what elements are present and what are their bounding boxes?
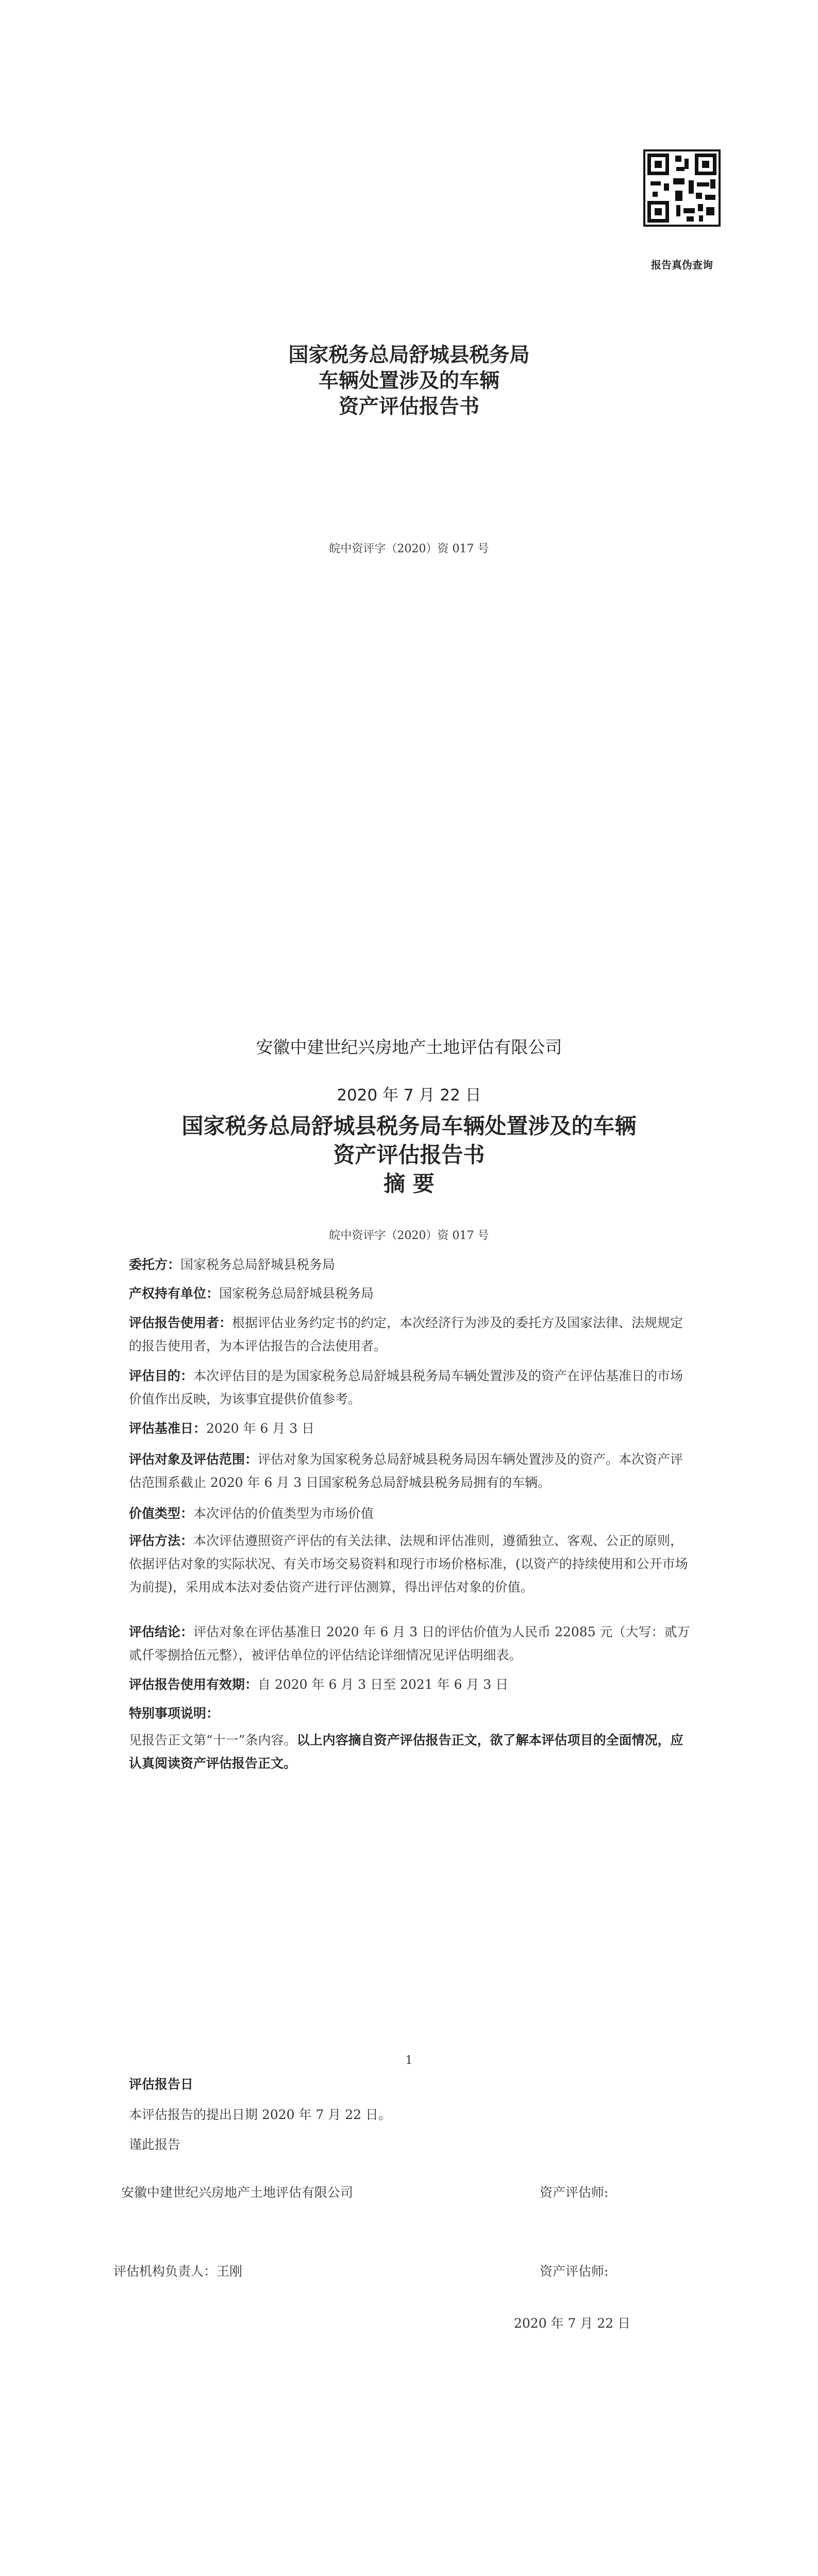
signature-company: 安徽中建世纪兴房地产土地评估有限公司 xyxy=(121,2185,354,2200)
special-note-text: 见报告正文第“十一”条内容。 xyxy=(129,1733,297,1748)
para-purpose xyxy=(129,1364,691,1411)
signature-appraiser-1: 资产评估师: xyxy=(540,2185,609,2200)
para-label: 委托方： xyxy=(129,1257,181,1272)
signature-head: 评估机构负责人：王刚 xyxy=(113,2264,243,2279)
para-property-owner xyxy=(129,1282,691,1305)
qr-finder-icon xyxy=(647,201,669,223)
para-special-note xyxy=(129,1728,691,1775)
cover-title-line: 资产评估报告书 xyxy=(338,395,479,418)
report-date-heading xyxy=(129,2073,691,2096)
para-label: 评估报告使用有效期： xyxy=(129,1677,258,1692)
para-label: 评估对象及评估范围： xyxy=(129,1452,258,1467)
para-label: 评估基准日： xyxy=(129,1421,207,1436)
para-text: 根据评估业务约定书的约定，本次经济行为涉及的委托方及国家法律、法规规定的报告使用者，为本评估报告的合法使用者。 xyxy=(129,1315,683,1353)
cover-doc-number: 皖中资评字（2020）资 017 号 xyxy=(329,543,489,555)
para-label: 评估目的： xyxy=(129,1368,194,1383)
qr-finder-icon xyxy=(695,154,716,175)
para-label: 特别事项说明： xyxy=(129,1706,220,1721)
para-label: 产权持有单位： xyxy=(129,1286,220,1301)
para-method xyxy=(129,1529,691,1599)
para-label: 评估结论： xyxy=(129,1624,194,1639)
cover-date: 2020 年 7 月 22 日 xyxy=(337,1086,481,1105)
report-closing: 谨此报告 xyxy=(129,2137,181,2152)
para-text: 评估对象在评估基准日 2020 年 6 月 3 日的评估价值为人民币 22085 元（大写：贰万贰仟零捌拾伍元整），被评估单位的评估结论详细情况见评估明细表。 xyxy=(129,1624,690,1663)
para-text: 评估对象为国家税务总局舒城县税务局因车辆处置涉及的资产。本次资产评估范围系截止 2020 年 6 月 3 日国家税务总局舒城县税务局拥有的车辆。 xyxy=(129,1452,683,1490)
para-text: 国家税务总局舒城县税务局 xyxy=(180,1257,336,1272)
summary-title-line: 资产评估报告书 xyxy=(333,1142,485,1167)
para-text: 2020 年 6 月 3 日 xyxy=(206,1421,315,1436)
para-special-items xyxy=(129,1702,691,1725)
cover-company: 安徽中建世纪兴房地产土地评估有限公司 xyxy=(256,1037,562,1057)
para-base-date xyxy=(129,1417,691,1440)
cover-title xyxy=(0,343,818,420)
para-entrusting-party xyxy=(129,1253,691,1276)
summary-doc-number: 皖中资评字（2020）资 017 号 xyxy=(329,1229,489,1242)
summary-title xyxy=(0,1112,818,1198)
report-date-label: 评估报告日 xyxy=(129,2077,194,2092)
cover-title-line: 车辆处置涉及的车辆 xyxy=(318,369,499,393)
summary-title-line: 摘 要 xyxy=(383,1171,435,1196)
para-label: 评估方法： xyxy=(129,1533,194,1548)
cover-title-line: 国家税务总局舒城县税务局 xyxy=(288,344,530,367)
para-conclusion xyxy=(129,1620,691,1667)
para-text: 自 2020 年 6 月 3 日至 2021 年 6 月 3 日 xyxy=(258,1677,509,1692)
report-date-line: 本评估报告的提出日期 2020 年 7 月 22 日。 xyxy=(129,2107,392,2122)
signature-date: 2020 年 7 月 22 日 xyxy=(514,2316,631,2331)
para-text: 本次评估目的是为国家税务总局舒城县税务局车辆处置涉及的资产在评估基准日的市场价值作出反映，为该事宜提供价值参考。 xyxy=(129,1368,683,1406)
para-object-scope xyxy=(129,1448,691,1494)
para-text: 国家税务总局舒城县税务局 xyxy=(219,1286,374,1301)
para-validity xyxy=(129,1673,691,1696)
qr-code[interactable] xyxy=(643,149,721,227)
page-number: 1 xyxy=(405,2054,413,2067)
signature-appraiser-2: 资产评估师: xyxy=(540,2264,609,2279)
qr-finder-icon xyxy=(647,154,669,175)
para-label: 评估报告使用者： xyxy=(129,1315,232,1330)
summary-title-line: 国家税务总局舒城县税务局车辆处置涉及的车辆 xyxy=(181,1113,637,1139)
special-note-bold: 以上内容摘自资产评估报告正文，欲了解本评估项目的全面情况，应认真阅读资产评估报告正文。 xyxy=(129,1733,683,1771)
para-report-users xyxy=(129,1311,691,1358)
para-value-type xyxy=(129,1502,691,1525)
para-text: 本次评估遵照资产评估的有关法律、法规和评估准则，遵循独立、客观、公正的原则，依据评估对象的实际状况、有关市场交易资料和现行市场价格标准，(以资产的持续使用和公开市场为前提)，采用成本法对委估资产进行评估测算，得出评估对象的价值。 xyxy=(129,1533,688,1595)
para-label: 价值类型： xyxy=(129,1506,194,1521)
para-text: 本次评估的价值类型为市场价值 xyxy=(193,1506,374,1521)
qr-caption: 报告真伪查询 xyxy=(651,259,713,271)
